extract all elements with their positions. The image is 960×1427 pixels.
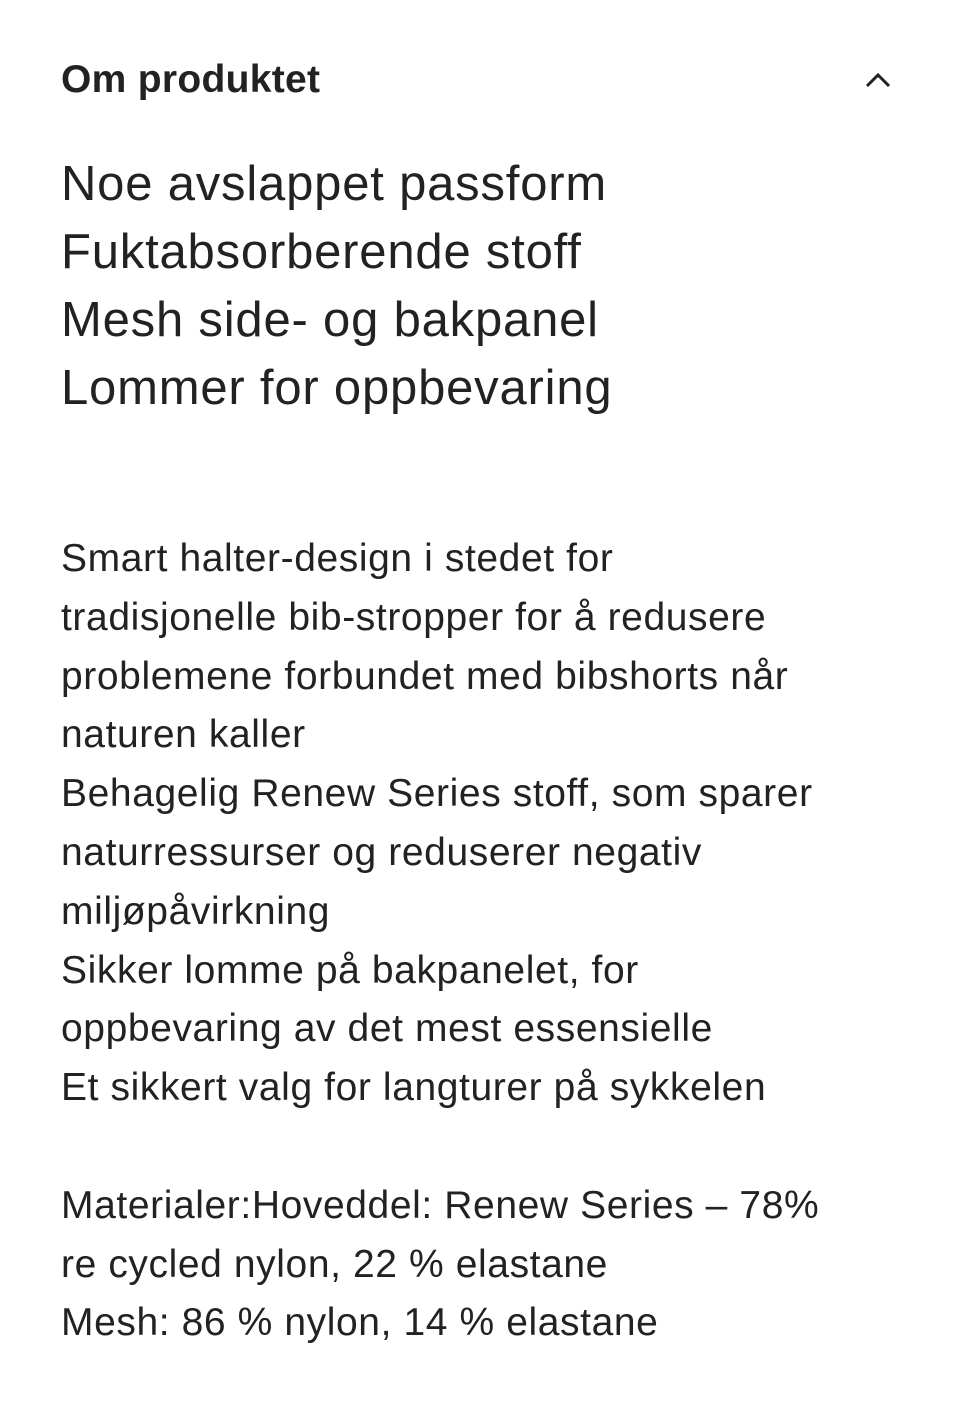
about-product-accordion-header[interactable]	[61, 52, 901, 108]
feature-item: Lommer for oppbevaring	[61, 361, 613, 415]
feature-item: Noe avslappet passform	[61, 157, 607, 211]
description-line: miljøpåvirkning	[61, 889, 331, 933]
description-line: Sikker lomme på bakpanelet, for	[61, 948, 639, 992]
description-line: naturen kaller	[61, 713, 306, 757]
description-line: naturressurser og reduserer negativ	[61, 830, 702, 874]
feature-list	[61, 150, 612, 422]
product-description	[61, 530, 819, 1353]
description-line: oppbevaring av det mest essensielle	[61, 1007, 713, 1051]
section-title: Om produktet	[61, 58, 321, 101]
description-line: Et sikkert valg for langturer på sykkelen	[61, 1066, 767, 1110]
description-line: Behagelig Renew Series stoff, som sparer	[61, 772, 813, 816]
description-line: Smart halter-design i stedet for	[61, 537, 614, 580]
materials-line: re cycled nylon, 22 % elastane	[61, 1242, 608, 1286]
feature-item: Mesh side- og bakpanel	[61, 293, 599, 347]
materials-line: Materialer:Hoveddel: Renew Series – 78%	[61, 1183, 820, 1227]
feature-item: Fuktabsorberende stoff	[61, 225, 582, 279]
spacer	[61, 1118, 819, 1177]
chevron-up-icon[interactable]	[863, 65, 893, 95]
materials-line: Mesh: 86 % nylon, 14 % elastane	[61, 1301, 659, 1345]
description-line: tradisjonelle bib-stropper for å redusere	[61, 595, 767, 639]
description-line: problemene forbundet med bibshorts når	[61, 654, 789, 698]
